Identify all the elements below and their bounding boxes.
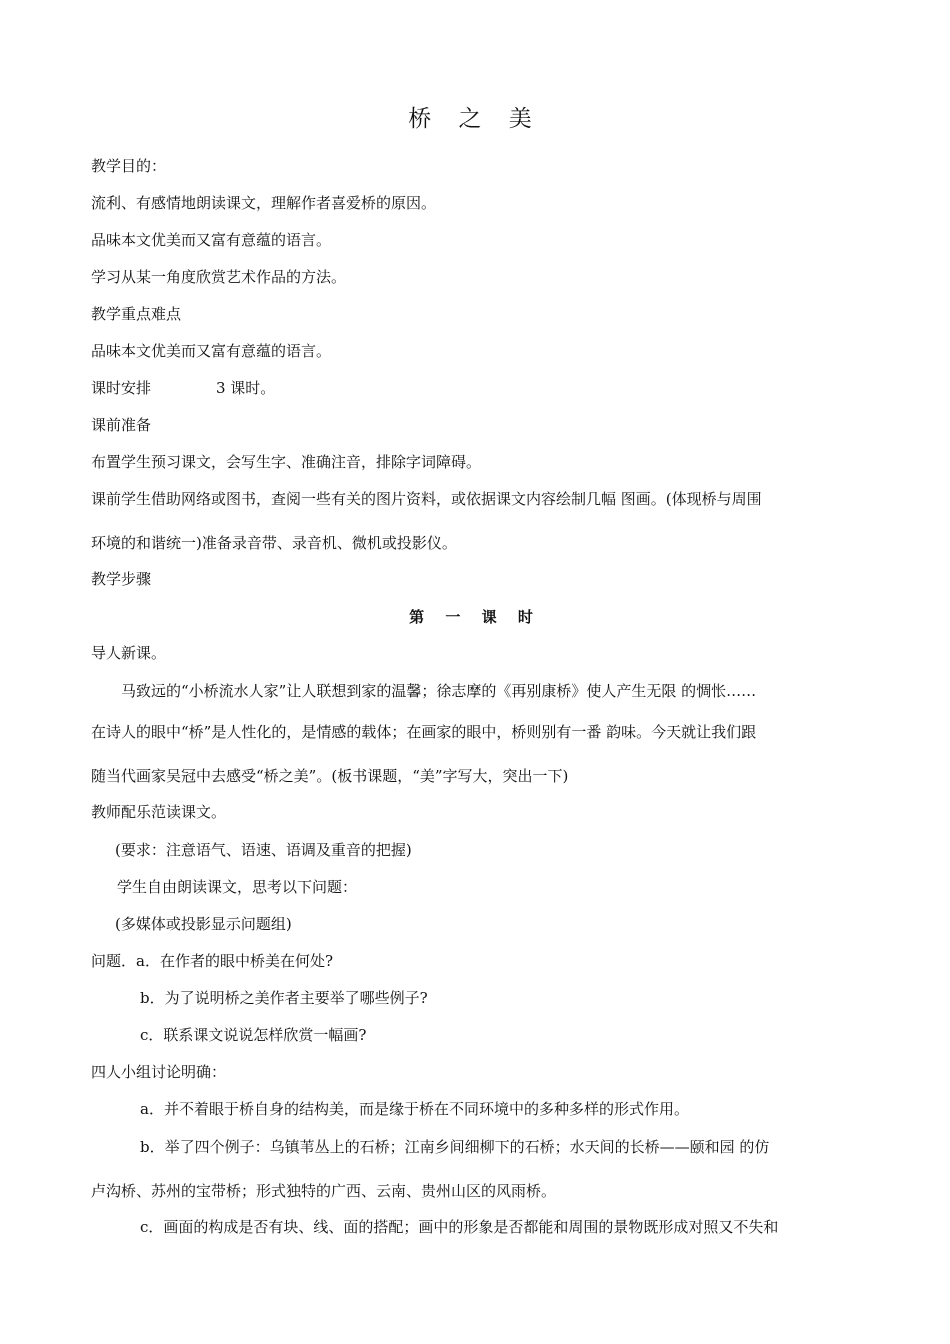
preparation-item-1: 布置学生预习课文，会写生字、准确注音，排除字词障碍。 (91, 453, 482, 471)
answer-b-line-1: b．举了四个例子：乌镇苇丛上的石桥；江南乡间细柳下的石桥；水天间的长桥——颐和园 的仿 (140, 1138, 770, 1156)
preparation-item-2-line-1: 课前学生借助网络或图书，查阅一些有关的图片资料，或依据课文内容绘制几幅 图画。(体现桥与周围 (91, 490, 762, 508)
reading-requirement: (要求：注意语气、语速、语调及重音的把握) (115, 841, 412, 859)
key-points-text: 品味本文优美而又富有意蕴的语言。 (91, 342, 332, 360)
intro-paragraph-line-1: 马致远的“小桥流水人家”让人联想到家的温馨；徐志摩的《再别康桥》使人产生无限 的惆怅…… (121, 682, 757, 700)
key-points-heading: 教学重点难点 (91, 305, 182, 323)
question-c: c．联系课文说说怎样欣赏一幅画? (140, 1026, 367, 1044)
answer-a: a．并不着眼于桥自身的结构美，而是缘于桥在不同环境中的多种多样的形式作用。 (140, 1100, 689, 1118)
lesson-one-heading: 第 一 课 时 (409, 608, 541, 626)
schedule-value: 3 课时。 (216, 379, 276, 397)
free-reading: 学生自由朗读课文，思考以下问题： (117, 878, 358, 896)
objective-item-1: 流利、有感情地朗读课文，理解作者喜爱桥的原因。 (91, 194, 437, 212)
display-note: (多媒体或投影显示问题组) (115, 915, 292, 933)
preparation-item-2-line-2: 环境的和谐统一)准备录音带、录音机、微机或投影仪。 (91, 534, 457, 552)
schedule-label: 课时安排 (91, 379, 152, 397)
objective-item-2: 品味本文优美而又富有意蕴的语言。 (91, 231, 332, 249)
preparation-heading: 课前准备 (91, 416, 152, 434)
question-a: 问题．a．在作者的眼中桥美在何处? (91, 952, 333, 970)
answer-b-line-2: 卢沟桥、苏州的宝带桥；形式独特的广西、云南、贵州山区的风雨桥。 (91, 1182, 557, 1200)
objectives-heading: 教学目的： (91, 157, 167, 175)
teacher-reading: 教师配乐范读课文。 (91, 803, 227, 821)
question-b: b．为了说明桥之美作者主要举了哪些例子? (140, 989, 428, 1007)
answer-c-line-1: c．画面的构成是否有块、线、面的搭配；画中的形象是否都能和周围的景物既形成对照又不失和 (140, 1218, 779, 1236)
intro-label: 导人新课。 (91, 644, 167, 662)
discussion-label: 四人小组讨论明确： (91, 1063, 227, 1081)
intro-paragraph-line-3: 随当代画家吴冠中去感受“桥之美”。(板书课题，“美”字写大，突出一下) (91, 767, 569, 785)
intro-paragraph-line-2: 在诗人的眼中“桥”是人性化的，是情感的载体；在画家的眼中，桥则别有一番 韵味。今天就让我们跟 (91, 723, 757, 741)
document-title: 桥 之 美 (408, 106, 542, 132)
steps-heading: 教学步骤 (91, 570, 152, 588)
objective-item-3: 学习从某一角度欣赏艺术作品的方法。 (91, 268, 347, 286)
